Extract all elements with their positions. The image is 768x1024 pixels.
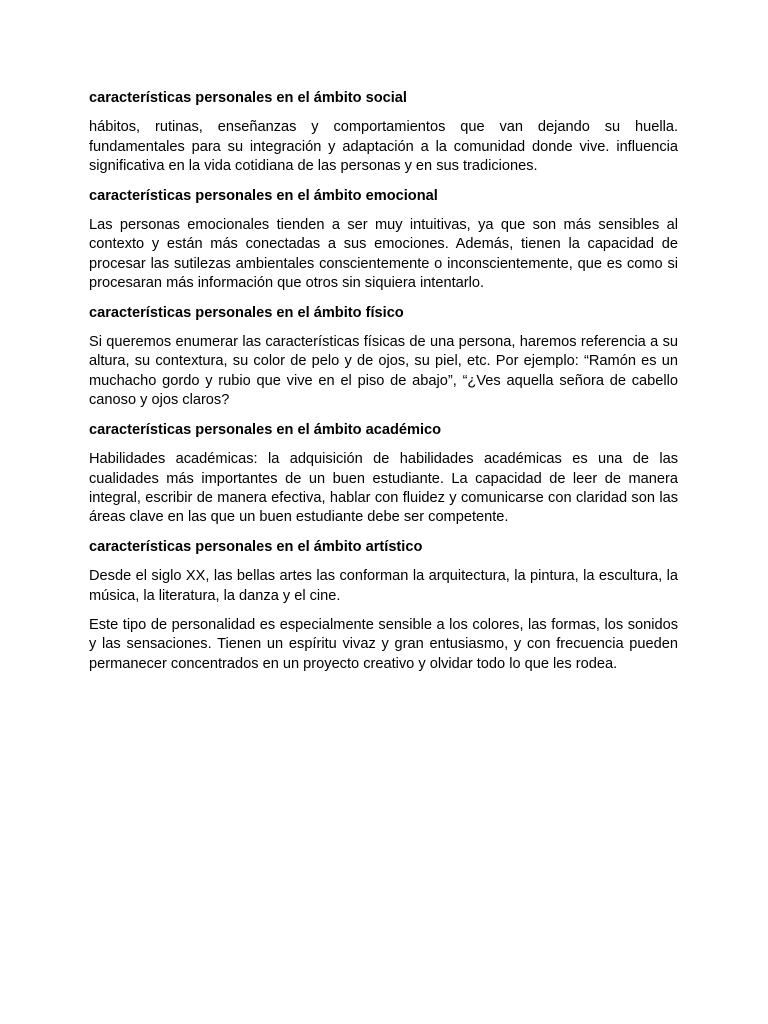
section-social	[89, 89, 678, 177]
section-paragraph: Este tipo de personalidad es especialmente sensible a los colores, las formas, los sonidos y las sensaciones. Tienen un espíritu vivaz y gran entusiasmo, y con frecuencia pueden permanecer concentrados en un proyecto creativo y olvidar todo lo que les rodea.	[89, 616, 678, 672]
section-fisico	[89, 304, 678, 411]
section-paragraph: Habilidades académicas: la adquisición de habilidades académicas es una de las cualidades más importantes de un buen estudiante. La capacidad de leer de manera integral, escribir de manera efectiva, hablar con fluidez y comunicarse con claridad son las áreas clave en las que un buen estudiante debe ser competente.	[89, 451, 678, 526]
section-heading: características personales en el ámbito artístico	[89, 538, 423, 555]
section-paragraph: Desde el siglo XX, las bellas artes las conforman la arquitectura, la pintura, la escultura, la música, la literatura, la danza y el cine.	[89, 568, 678, 604]
section-artistico	[89, 538, 678, 674]
section-heading: características personales en el ámbito físico	[89, 304, 404, 321]
document-page	[89, 89, 678, 684]
section-academico	[89, 421, 678, 528]
section-emocional	[89, 187, 678, 294]
section-paragraph: Si queremos enumerar las características físicas de una persona, haremos referencia a su altura, su contextura, su color de pelo y de ojos, su piel, etc. Por ejemplo: “Ramón es un muchacho gordo y rubio que vive en el piso de abajo”, “¿Ves aquella señora de cabello canoso y ojos claros?	[89, 334, 678, 409]
section-paragraph: Las personas emocionales tienden a ser muy intuitivas, ya que son más sensibles al contexto y están más conectadas a sus emociones. Además, tienen la capacidad de procesar las sutilezas ambientales conscientemente o inconscientemente, que es como si procesaran más información que otros sin siquiera intentarlo.	[89, 217, 678, 292]
section-paragraph: hábitos, rutinas, enseñanzas y comportamientos que van dejando su huella. fundamentales para su integración y adaptación a la comunidad donde vive. influencia significativa en la vida cotidiana de las personas y en sus tradiciones.	[89, 119, 678, 175]
section-heading: características personales en el ámbito social	[89, 90, 407, 106]
section-heading: características personales en el ámbito académico	[89, 421, 442, 438]
section-heading: características personales en el ámbito emocional	[89, 187, 438, 204]
